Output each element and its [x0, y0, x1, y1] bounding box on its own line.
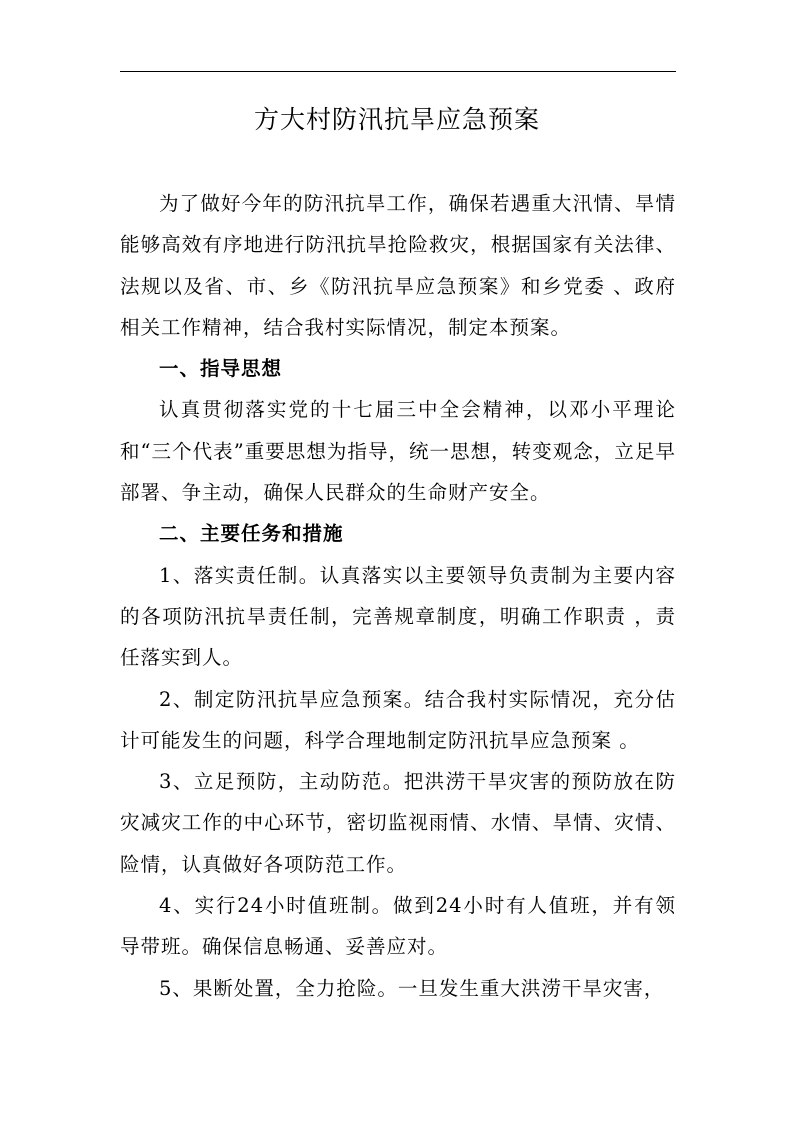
task-item-rescue: 5、果断处置，全力抢险。一旦发生重大洪涝干旱灾害，: [159, 976, 665, 1000]
document-body: [120, 183, 676, 1009]
task-item-duty-system: 4、实行24小时值班制。做到24小时有人值班，并有领导带班。确保信息畅通、妥善应对。: [120, 894, 676, 959]
task-item-responsibility: 1、落实责任制。认真落实以主要领导负责制为主要内容的各项防汛抗旱责任制，完善规章制度，明确工作职责 ，责任落实到人。: [120, 563, 676, 670]
task-item-emergency-plan: 2、制定防汛抗旱应急预案。结合我村实际情况，充分估计可能发生的问题，科学合理地制定防汛抗旱应急预案 。: [120, 687, 676, 752]
intro-paragraph: 为了做好今年的防汛抗旱工作，确保若遇重大汛情、旱情能够高效有序地进行防汛抗旱抢险救灾，根据国家有关法律、法规以及省、市、乡《防汛抗旱应急预案》和乡党委 、政府相关工作精神，结合我村实际情况，制定本预案。: [120, 192, 676, 339]
task-item-prevention: 3、立足预防，主动防范。把洪涝干旱灾害的预防放在防灾减灾工作的中心环节，密切监视雨情、水情、旱情、灾情、险情，认真做好各项防范工作。: [120, 770, 676, 876]
document-title: 方大村防汛抗旱应急预案: [253, 105, 540, 134]
section-heading-tasks-measures: 二、主要任务和措施: [159, 522, 344, 546]
section-heading-guiding-ideology: 一、指导思想: [159, 357, 283, 381]
section-paragraph-guiding-ideology: 认真贯彻落实党的十七届三中全会精神，以邓小平理论和“三个代表”重要思想为指导，统一思想，转变观念，立足早部署、争主动，确保人民群众的生命财产安全。: [120, 398, 676, 505]
header-rule: [120, 71, 676, 72]
